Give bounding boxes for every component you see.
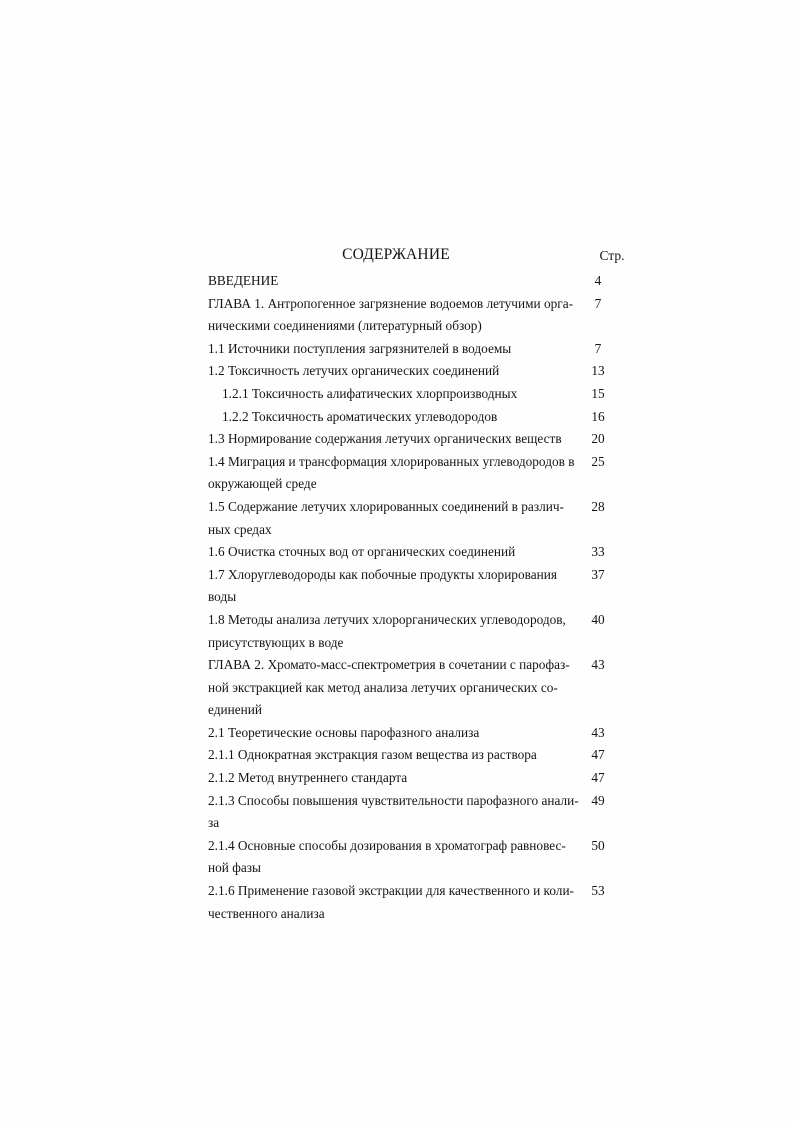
toc-entry	[208, 564, 648, 609]
toc-entry	[208, 496, 648, 541]
toc-entry-page-number: 50	[591, 837, 605, 853]
toc-entry-line: 1.6 Очистка сточных вод от органических соединений	[208, 544, 516, 560]
toc-entry-title	[208, 564, 582, 609]
toc-entry	[208, 609, 648, 654]
toc-entry-title	[208, 451, 582, 496]
toc-entry-title	[208, 338, 582, 361]
toc-entry-title	[208, 428, 582, 451]
toc-entry-title	[208, 270, 582, 293]
toc-entry-line: чественного анализа	[208, 905, 325, 921]
toc-entry-line: 1.3 Нормирование содержания летучих органических веществ	[208, 431, 562, 447]
toc-entry-line: 2.1.6 Применение газовой экстракции для качественного и коли-	[208, 883, 574, 899]
toc-entry	[208, 428, 648, 451]
toc-entry-line: ГЛАВА 2. Хромато-масс-спектрометрия в сочетании с парофаз-	[208, 657, 570, 673]
toc-entry-line: ГЛАВА 1. Антропогенное загрязнение водоемов летучими орга-	[208, 295, 574, 311]
toc-entry-line: за	[208, 815, 220, 831]
toc-entry-line: 1.2.2 Токсичность ароматических углеводородов	[222, 408, 498, 424]
toc-entry-title	[208, 790, 582, 835]
toc-entry-line: 2.1 Теоретические основы парофазного анализа	[208, 724, 480, 740]
toc-entry	[208, 744, 648, 767]
toc-entry	[208, 293, 648, 338]
toc-entry-title	[208, 654, 582, 722]
toc-entry-line: воды	[208, 589, 237, 605]
toc-entry-line: 1.2 Токсичность летучих органических соединений	[208, 363, 500, 379]
toc-entry-title	[208, 722, 582, 745]
table-of-contents	[208, 270, 648, 925]
toc-entry-title	[208, 541, 582, 564]
toc-entry-page-number: 47	[591, 770, 605, 786]
toc-entry-title	[208, 496, 582, 541]
toc-entry-page-number: 43	[591, 657, 605, 673]
toc-entry-title	[208, 383, 582, 406]
toc-entry-line: ной фазы	[208, 860, 261, 876]
toc-entry-page-number: 49	[591, 792, 605, 808]
toc-entry-page-number: 20	[591, 431, 605, 447]
page-title: СОДЕРЖАНИЕ	[342, 246, 450, 263]
toc-entry-line: ническими соединениями (литературный обзор)	[208, 318, 482, 334]
toc-entry-line: 1.1 Источники поступления загрязнителей в водоемы	[208, 340, 512, 356]
toc-entry-page-number: 13	[591, 363, 605, 379]
toc-entry-page-number: 33	[591, 544, 605, 560]
toc-entry	[208, 338, 648, 361]
toc-entry-title	[208, 609, 582, 654]
toc-entry-page-number: 7	[594, 295, 602, 311]
toc-entry-line: 1.8 Методы анализа летучих хлорорганических углеводородов,	[208, 611, 566, 627]
toc-entry-page-number: 28	[591, 498, 605, 514]
toc-entry-line: 2.1.1 Однократная экстракция газом вещества из раствора	[208, 747, 537, 763]
toc-entry-line: ВВЕДЕНИЕ	[208, 273, 279, 288]
toc-entry-page-number: 43	[591, 724, 605, 740]
toc-entry	[208, 654, 648, 722]
toc-entry	[208, 767, 648, 790]
toc-entry	[208, 835, 648, 880]
toc-entry-line: 1.5 Содержание летучих хлорированных соединений в различ-	[208, 498, 564, 514]
toc-entry-page-number: 25	[591, 453, 605, 469]
toc-entry-page-number: 37	[591, 566, 605, 582]
toc-entry-line: окружающей среде	[208, 476, 317, 492]
toc-entry-title	[208, 293, 582, 338]
toc-entry-title	[208, 767, 582, 790]
toc-entry-title	[208, 360, 582, 383]
toc-entry-line: 1.7 Хлоруглеводороды как побочные продукты хлорирования	[208, 566, 557, 582]
toc-entry-title	[208, 406, 582, 429]
toc-entry	[208, 722, 648, 745]
toc-entry	[208, 880, 648, 925]
toc-entry-title	[208, 744, 582, 767]
toc-entry-page-number: 53	[591, 883, 605, 899]
toc-entry-line: ных средах	[208, 521, 272, 537]
toc-entry-line: 1.4 Миграция и трансформация хлорированных углеводородов в	[208, 453, 575, 469]
toc-entry-page-number: 7	[594, 340, 602, 356]
toc-entry-page-number: 47	[591, 747, 605, 763]
toc-entry-line: 1.2.1 Токсичность алифатических хлорпроизводных	[222, 385, 518, 401]
toc-entry-line: 2.1.3 Способы повышения чувствительности парофазного анали-	[208, 792, 579, 808]
toc-entry-line: присутствующих в воде	[208, 634, 344, 650]
toc-entry	[208, 451, 648, 496]
toc-entry	[208, 270, 648, 293]
toc-entry	[208, 541, 648, 564]
toc-entry	[208, 360, 648, 383]
toc-entry	[208, 406, 648, 429]
toc-entry-line: 2.1.2 Метод внутреннего стандарта	[208, 770, 408, 786]
toc-entry	[208, 790, 648, 835]
toc-entry-line: ной экстракцией как метод анализа летучих органических со-	[208, 679, 558, 695]
toc-entry-line: 2.1.4 Основные способы дозирования в хроматограф равновес-	[208, 837, 566, 853]
toc-entry-page-number: 15	[591, 385, 605, 401]
toc-entry	[208, 383, 648, 406]
toc-entry-page-number: 40	[591, 611, 605, 627]
toc-entry-page-number: 4	[594, 273, 602, 288]
page-column-label: Стр.	[599, 248, 625, 263]
toc-entry-page-number: 16	[591, 408, 605, 424]
toc-entry-title	[208, 835, 582, 880]
toc-entry-title	[208, 880, 582, 925]
toc-entry-line: единений	[208, 702, 262, 718]
